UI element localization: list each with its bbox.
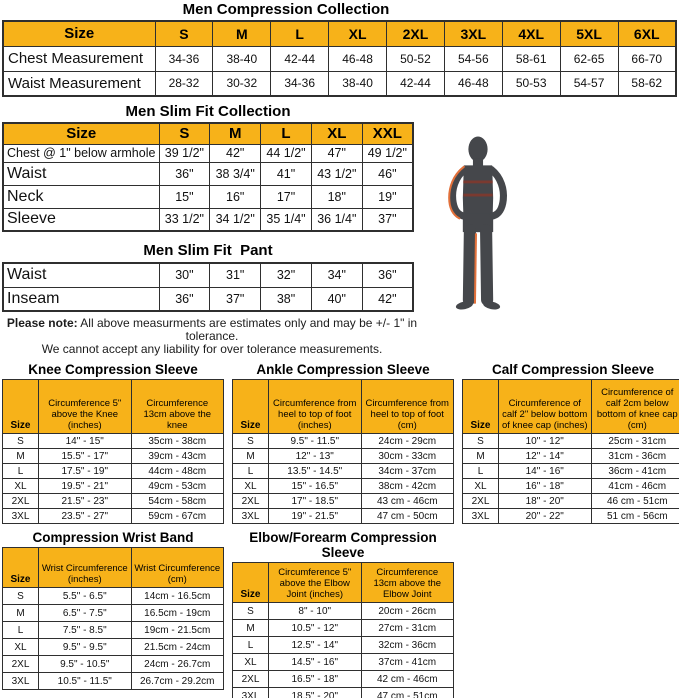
row-label-cell: XL [3,479,39,494]
elbow-sleeve-block [232,530,454,698]
value-cell: 36" [362,263,413,287]
value-cell: 33 1/2" [159,208,210,231]
value-cell: 15" - 16.5" [269,479,362,494]
wrist-band-block [2,530,224,698]
value-cell: 47 cm - 50cm [361,509,454,524]
value-cell: 50-52 [387,46,445,71]
row-label-cell: M [3,449,39,464]
value-cell: 34-36 [271,71,329,96]
table-row [233,688,454,698]
compression-collection-title: Men Compression Collection [182,1,390,18]
value-cell: 43 1/2" [311,162,362,185]
row-label-cell: 3XL [233,509,269,524]
table-row [3,434,224,449]
row-label-cell: S [3,434,39,449]
value-cell: 49 1/2" [362,144,413,162]
header-row [463,380,679,434]
table-row [3,208,413,231]
column-header: XL [329,21,387,46]
column-header: Wrist Circumference (cm) [131,548,224,588]
column-header: Circumference of calf 2" below bottom of knee cap (inches) [499,380,592,434]
elbow-sleeve-title: Elbow/Forearm Compression Sleeve [249,530,437,560]
value-cell: 37" [210,287,261,311]
row-label-cell: M [233,449,269,464]
table-row [3,263,413,287]
note-label: Please note: [6,316,78,330]
male-silhouette-figure [441,135,515,317]
table-row [233,637,454,654]
value-cell: 46 cm - 51cm [591,494,679,509]
value-cell: 16.5" - 18" [269,671,362,688]
table-row [463,434,679,449]
row-label-cell: L [3,622,39,639]
value-cell: 21.5" - 23" [39,494,132,509]
value-cell: 10.5" - 12" [269,620,362,637]
value-cell: 34" [311,263,362,287]
row-label-cell: L [3,464,39,479]
value-cell: 34cm - 37cm [361,464,454,479]
value-cell: 17" [261,185,312,208]
table-row [3,144,413,162]
row-label-cell: 2XL [233,671,269,688]
row-label-cell: Neck [3,185,159,208]
value-cell: 35 1/4" [261,208,312,231]
table-row [3,185,413,208]
value-cell: 54cm - 58cm [131,494,224,509]
value-cell: 41cm - 46cm [591,479,679,494]
men-slim-fit-pant-table [2,262,414,312]
table-row [3,639,224,656]
table-row [3,494,224,509]
table-row [3,449,224,464]
value-cell: 9.5" - 11.5" [269,434,362,449]
value-cell: 15.5" - 17" [39,449,132,464]
value-cell: 62-65 [560,46,618,71]
table-row [463,509,679,524]
value-cell: 23.5" - 27" [39,509,132,524]
tolerance-note-line1: Please note: All above measurments are estimates only and may be +/- 1" in tolerance. [6,316,418,343]
value-cell: 20" - 22" [499,509,592,524]
row-label-cell: XL [463,479,499,494]
chest-measurement-line [463,181,492,184]
column-header: Circumference 5" above the Knee (inches) [39,380,132,434]
column-header: XXL [362,123,413,144]
value-cell: 13.5" - 14.5" [269,464,362,479]
table-row [233,620,454,637]
value-cell: 34-36 [155,46,213,71]
value-cell: 42 cm - 46cm [361,671,454,688]
row-label-cell: M [463,449,499,464]
value-cell: 32" [261,263,312,287]
value-cell: 12.5" - 14" [269,637,362,654]
value-cell: 15" [159,185,210,208]
value-cell: 16" [210,185,261,208]
row-label-cell: M [3,605,39,622]
value-cell: 46-48 [329,46,387,71]
table-row [3,464,224,479]
value-cell: 26.7cm - 29.2cm [131,673,224,690]
value-cell: 37cm - 41cm [361,654,454,671]
value-cell: 58-61 [502,46,560,71]
value-cell: 44cm - 48cm [131,464,224,479]
value-cell: 24cm - 29cm [361,434,454,449]
value-cell: 18" - 20" [499,494,592,509]
value-cell: 19.5" - 21" [39,479,132,494]
calf-compression-sleeve-table [462,379,679,524]
column-header: 6XL [618,21,676,46]
value-cell: 19cm - 21.5cm [131,622,224,639]
table-row [233,434,454,449]
column-header: Size [3,123,159,144]
tolerance-note [0,317,424,356]
value-cell: 14" - 15" [39,434,132,449]
value-cell: 38cm - 42cm [361,479,454,494]
header-row [3,380,224,434]
value-cell: 30cm - 33cm [361,449,454,464]
value-cell: 36 1/4" [311,208,362,231]
column-header: 4XL [502,21,560,46]
value-cell: 66-70 [618,46,676,71]
column-header: M [210,123,261,144]
value-cell: 49cm - 53cm [131,479,224,494]
row-label-cell: Chest Measurement [3,46,155,71]
column-header: S [155,21,213,46]
value-cell: 16" - 18" [499,479,592,494]
row-label-cell: 2XL [3,656,39,673]
men-slim-fit-collection-table [2,122,414,232]
value-cell: 54-57 [560,71,618,96]
value-cell: 31" [210,263,261,287]
value-cell: 42-44 [387,71,445,96]
column-header: Circumference 13cm above the knee [131,380,224,434]
table-row [463,464,679,479]
value-cell: 46-48 [444,71,502,96]
value-cell: 21.5cm - 24cm [131,639,224,656]
column-header: L [261,123,312,144]
elbow-forearm-compression-sleeve-table [232,562,454,698]
value-cell: 24cm - 26.7cm [131,656,224,673]
value-cell: 25cm - 31cm [591,434,679,449]
table-row [3,479,224,494]
row-label-cell: 3XL [3,673,39,690]
inseam-measurement-line [475,234,476,303]
value-cell: 47 cm - 51cm [361,688,454,698]
value-cell: 41" [261,162,312,185]
table-row [233,464,454,479]
header-row [3,123,413,144]
table-row [233,671,454,688]
value-cell: 58-62 [618,71,676,96]
header-row [3,548,224,588]
value-cell: 36" [159,162,210,185]
sleeve-tables-row [0,362,679,524]
table-row [463,494,679,509]
table-row [233,479,454,494]
header-row [3,21,676,46]
value-cell: 31cm - 36cm [591,449,679,464]
compression-wrist-band-table [2,547,224,690]
column-header: Size [463,380,499,434]
value-cell: 28-32 [155,71,213,96]
row-label-cell: S [233,434,269,449]
row-label-cell: L [463,464,499,479]
value-cell: 42" [362,287,413,311]
column-header: Size [233,380,269,434]
column-header: Circumference from heel to top of foot (inches) [269,380,362,434]
value-cell: 10" - 12" [499,434,592,449]
row-label-cell: 2XL [233,494,269,509]
men-compression-collection-table [2,20,677,97]
row-label-cell: Waist [3,162,159,185]
knee-compression-sleeve-table [2,379,224,524]
column-header: 3XL [444,21,502,46]
ankle-sleeve-title: Ankle Compression Sleeve [256,362,430,377]
table-row [3,287,413,311]
value-cell: 16.5cm - 19cm [131,605,224,622]
column-header: Circumference 5" above the Elbow Joint (inches) [269,563,362,603]
ankle-compression-sleeve-table [232,379,454,524]
value-cell: 30-32 [213,71,271,96]
value-cell: 36cm - 41cm [591,464,679,479]
value-cell: 39cm - 43cm [131,449,224,464]
row-label-cell: 3XL [233,688,269,698]
value-cell: 17.5" - 19" [39,464,132,479]
value-cell: 59cm - 67cm [131,509,224,524]
row-label-cell: 3XL [3,509,39,524]
row-label-cell: 2XL [3,494,39,509]
row-label-cell: S [3,588,39,605]
column-header: Size [233,563,269,603]
slim-fit-collection-title: Men Slim Fit Collection [125,103,291,120]
value-cell: 51 cm - 56cm [591,509,679,524]
figure-right-leg [486,230,487,300]
column-header: M [213,21,271,46]
value-cell: 54-56 [444,46,502,71]
table-row [3,673,224,690]
value-cell: 10.5" - 11.5" [39,673,132,690]
row-label-cell: XL [233,654,269,671]
column-header: Size [3,21,155,46]
table-row [233,654,454,671]
row-label-cell: Chest @ 1" below armhole [3,144,159,162]
value-cell: 40" [311,287,362,311]
row-label-cell: L [233,637,269,654]
row-label-cell: Waist [3,263,159,287]
table-row [233,509,454,524]
value-cell: 9.5" - 9.5" [39,639,132,656]
row-label-cell: Waist Measurement [3,71,155,96]
column-header: Size [3,380,39,434]
column-header: Circumference of calf 2cm below bottom of knee cap (cm) [591,380,679,434]
slim-fit-pant-title: Men Slim Fit Pant [143,242,273,259]
figure-neck [473,158,483,166]
value-cell: 39 1/2" [159,144,210,162]
knee-sleeve-block [2,362,224,524]
row-label-cell: L [233,464,269,479]
value-cell: 18.5" - 20" [269,688,362,698]
value-cell: 18" [311,185,362,208]
value-cell: 34 1/2" [210,208,261,231]
value-cell: 14cm - 16.5cm [131,588,224,605]
value-cell: 42-44 [271,46,329,71]
row-label-cell: M [233,620,269,637]
value-cell: 12" - 14" [499,449,592,464]
value-cell: 37" [362,208,413,231]
knee-sleeve-title: Knee Compression Sleeve [28,362,198,377]
value-cell: 43 cm - 46cm [361,494,454,509]
value-cell: 35cm - 38cm [131,434,224,449]
value-cell: 32cm - 36cm [361,637,454,654]
column-header: Circumference from heel to top of foot (cm) [361,380,454,434]
tolerance-note-line2: We cannot accept any liability for over tolerance measurements. [41,342,383,356]
value-cell: 44 1/2" [261,144,312,162]
value-cell: 19" [362,185,413,208]
table-row [3,509,224,524]
table-row [3,71,676,96]
column-header: Size [3,548,39,588]
value-cell: 46" [362,162,413,185]
value-cell: 50-53 [502,71,560,96]
value-cell: 47" [311,144,362,162]
value-cell: 17" - 18.5" [269,494,362,509]
band-tables-row [0,530,679,698]
row-label-cell: S [233,603,269,620]
row-label-cell: Inseam [3,287,159,311]
value-cell: 36" [159,287,210,311]
row-label-cell: 3XL [463,509,499,524]
value-cell: 14.5" - 16" [269,654,362,671]
header-row [233,563,454,603]
value-cell: 27cm - 31cm [361,620,454,637]
ankle-sleeve-block [232,362,454,524]
column-header: 5XL [560,21,618,46]
table-row [233,494,454,509]
value-cell: 38-40 [329,71,387,96]
value-cell: 8" - 10" [269,603,362,620]
value-cell: 38 3/4" [210,162,261,185]
value-cell: 5.5" - 6.5" [39,588,132,605]
figure-left-leg [469,230,470,300]
calf-sleeve-block [462,362,679,524]
value-cell: 20cm - 26cm [361,603,454,620]
table-row [3,622,224,639]
table-row [3,656,224,673]
table-row [3,46,676,71]
value-cell: 14" - 16" [499,464,592,479]
male-silhouette-svg [441,135,515,317]
value-cell: 12" - 13" [269,449,362,464]
table-row [3,588,224,605]
row-label-cell: XL [233,479,269,494]
column-header: S [159,123,210,144]
table-row [463,479,679,494]
value-cell: 30" [159,263,210,287]
table-row [463,449,679,464]
row-label-cell: XL [3,639,39,656]
column-header: 2XL [387,21,445,46]
table-row [3,605,224,622]
row-label-cell: 2XL [463,494,499,509]
row-label-cell: Sleeve [3,208,159,231]
column-header: XL [311,123,362,144]
wrist-band-title: Compression Wrist Band [32,530,194,545]
table-row [233,449,454,464]
table-row [233,603,454,620]
waist-measurement-line [463,194,492,197]
value-cell: 19" - 21.5" [269,509,362,524]
column-header: Circumference 13cm above the Elbow Joint [361,563,454,603]
value-cell: 7.5" - 8.5" [39,622,132,639]
value-cell: 38" [261,287,312,311]
figure-head [468,137,487,162]
header-row [233,380,454,434]
table-row [3,162,413,185]
column-header: L [271,21,329,46]
calf-sleeve-title: Calf Compression Sleeve [491,362,655,377]
value-cell: 6.5" - 7.5" [39,605,132,622]
value-cell: 38-40 [213,46,271,71]
value-cell: 9.5" - 10.5" [39,656,132,673]
column-header: Wrist Circumference (inches) [39,548,132,588]
value-cell: 42" [210,144,261,162]
row-label-cell: S [463,434,499,449]
